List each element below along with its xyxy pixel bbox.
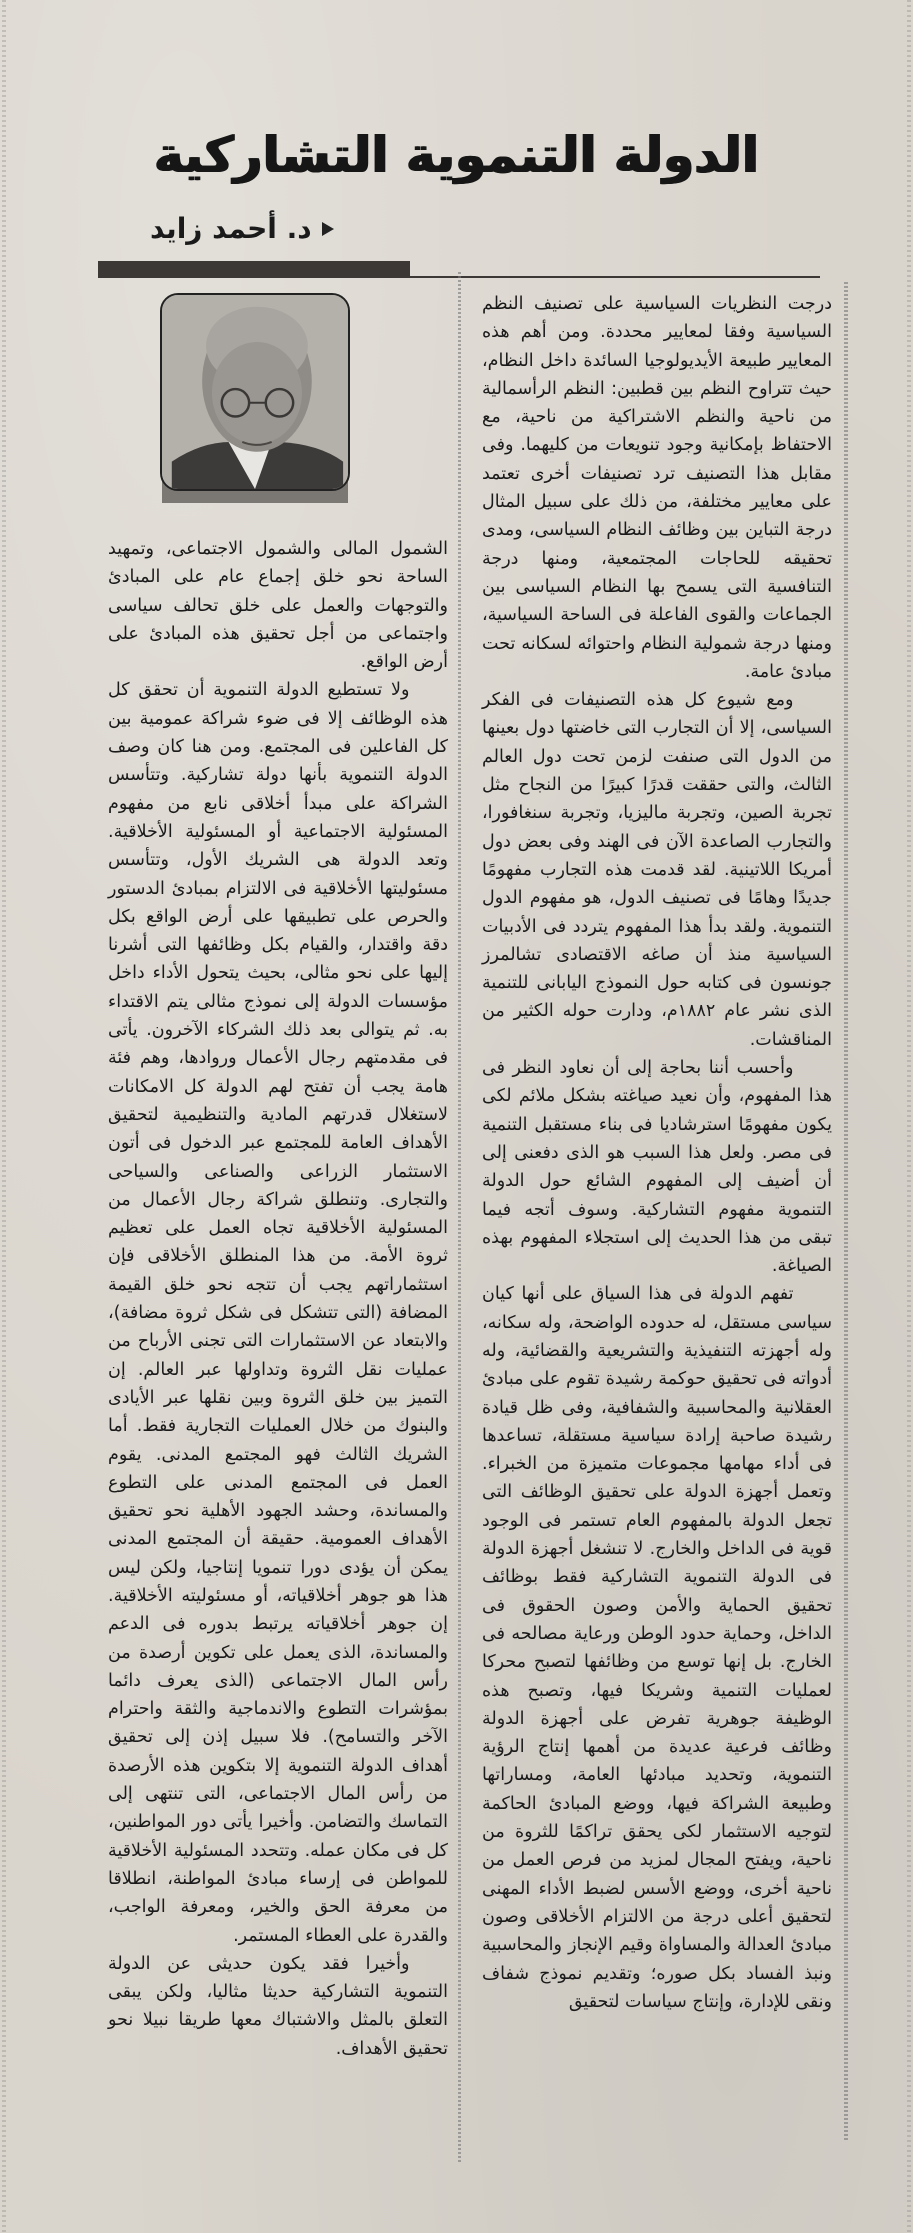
scan-edge-right	[907, 0, 911, 2233]
article-title: الدولة التنموية التشاركية	[153, 125, 760, 184]
triangle-pointer-icon	[322, 222, 334, 236]
paragraph: ومع شيوع كل هذه التصنيفات فى الفكر السياسى، إلا أن التجارب التى خاضتها دول بعينها من الدول التى صنفت لزمن تحت دول العالم الثالث، والتى حققت قدرًا كبيرًا من النجاح مثل تجربة الصين، وتجربة ماليزيا، وتجربة سنغافورا، والتجارب الصاعدة الآن فى الهند وفى بعض دول أمريكا اللاتينية. لقد قدمت هذه التجارب مفهومًا جديدًا وهامًا فى تصنيف الدول، هو مفهوم الدول التنموية. ولقد بدأ هذا المفهوم يتردد فى الأدبيات السياسية منذ أن صاغه الاقتصادى تشالمرز جونسون فى كتابه حول النموذج اليابانى للتنمية الذى نشر عام ١٨٨٢م، ودارت حوله الكثير من المناقشات.	[482, 690, 833, 1050]
author-name: د. أحمد زايد	[150, 212, 312, 245]
paragraph: وأحسب أننا بحاجة إلى أن نعاود النظر فى هذا المفهوم، وأن نعيد صياغته بشكل ملائم لكى يكون مفهومًا استرشاديا فى بناء مستقبل التنمية فى مصر. ولعل هذا السبب هو الذى دفعنى إلى أن أضيف إلى المفهوم الشائع حول الدولة التنموية مفهوم التشاركية. وسوف أتجه فيما تبقى من هذا الحديث إلى استجلاء المفهوم بهذه الصياغة.	[482, 1058, 832, 1277]
paragraph: ولا تستطيع الدولة التنموية أن تحقق كل هذه الوظائف إلا فى ضوء شراكة عمومية بين كل الفاعلين فى المجتمع. ومن هنا كان وصف الدولة التنموية بأنها دولة تشاركية. وتتأسس الشراكة على مبدأ أخلاقى نابع من مفهوم المسئولية الاجتماعية أو المسئولية الأخلاقية. وتعد الدولة هى الشريك الأول، وتتأسس مسئوليتها الأخلاقية فى الالتزام بمبادئ الدستور والحرص على تطبيقها على أرض الواقع بكل دقة واقتدار، والقيام بكل وظائفها التى أشرنا إليها على نحو مثالى، بحيث يتحول الأداء داخل مؤسسات الدولة إلى نموذج مثالى يتم الاقتداء به. ثم يتوالى بعد ذلك الشركاء الآخرون. يأتى فى مقدمتهم رجال الأعمال وروادها، وهم فئة هامة يجب أن تفتح لهم الدولة كل الامكانات لاستغلال قدرتهم المادية والتنظيمية لتحقيق الأهداف العامة للمجتمع عبر الدخول فى أتون الاستثمار الزراعى والصناعى والسياحى والتجارى. وتنطلق شراكة رجال الأعمال من المسئولية الأخلاقية تجاه العمل على تعظيم ثروة الأمة. من هذا المنطلق الأخلاقى فإن استثماراتهم يجب أن تتجه نحو خلق القيمة المضافة (التى تتشكل فى شكل ثروة مضافة)، والابتعاد عن الاستثمارات التى تجنى الأرباح من عمليات نقل الثروة وتداولها عبر العالم. إن التميز بين خلق الثروة وبين نقلها عبر الأيادى والبنوك من خلال العمليات التجارية فقط. أما الشريك الثالث فهو المجتمع المدنى. يقوم العمل فى المجتمع المدنى على التطوع والمساندة، وحشد الجهود الأهلية نحو تحقيق الأهداف العمومية. حقيقة أن المجتمع المدنى يمكن أن يؤدى دورا تنمويا إنتاجيا، ولكن ليس هذا هو جوهر أخلاقياته، أو مسئوليته الأخلاقية. إن جوهر أخلاقياته يرتبط بدوره فى الدعم والمساندة، الذى يعمل على تكوين أرصدة من رأس المال الاجتماعى (الذى يعرف دائما بمؤشرات التطوع والاندماجية والثقة واحترام الآخر والتسامح). فلا سبيل إذن إلى تحقيق أهداف الدولة التنموية إلا بتكوين هذه الأرصدة من رأس المال الاجتماعى، التى تنتهى إلى التماسك والتضامن. وأخيرا يأتى دور المواطنين، كل فى مكان عمله. وتتحدد المسئولية الأخلاقية للمواطن فى إرساء مبادئ المواطنة، انطلاقا من معرفة الحق والخير، ومعرفة الواجب، والقدرة على العطاء المستمر.	[108, 680, 448, 1946]
byline	[150, 212, 334, 245]
article-column-left	[108, 535, 448, 2063]
column-divider	[458, 272, 461, 2162]
paragraph: تفهم الدولة فى هذا السياق على أنها كيان سياسى مستقل، له حدوده الواضحة، وله سكانه، وله أجهزته التنفيذية والتشريعية والقضائية، وله أدواته فى تحقيق حوكمة رشيدة تقوم على مبادئ العقلانية والمحاسبية والشفافية، وفى ظل قيادة رشيدة صاحبة إرادة سياسية مستقلة، تساعدها فى أداء مهامها مجموعات متميزة من الخبراء. وتعمل أجهزة الدولة على تحقيق الوظائف التى تجعل الدولة بالمفهوم العام تستمر فى الوجود قوية فى الداخل والخارج. لا تنشغل أجهزة الدولة فى الدولة التنموية التشاركية فقط بوظائف تحقيق الحماية والأمن وصون الحقوق فى الداخل، وحماية حدود الوطن ورعاية مصالحه فى الخارج. بل إنها توسع من وظائفها لتصبح محركا لعمليات التنمية وشريكا فيها، وتصبح هذه الوظيفة جوهرية تفرض على أجهزة الدولة وظائف فرعية عديدة من أهمها إنتاج الرؤية التنموية، وتحديد مبادئها العامة، ومساراتها وطبيعة الشراكة فيها، ووضع المبادئ الحاكمة لتوجيه الاستثمار لكى يحقق تراكمًا للثروة من ناحية، ويفتح المجال لمزيد من فرص العمل من ناحية أخرى، ووضع الأسس لضبط الأداء المهنى لتحقيق أعلى درجة من الالتزام الأخلاقى وصون مبادئ العدالة والمساواة وقيم الإنجاز والمحاسبية ونبذ الفساد بكل صوره؛ وتقديم نموذج شفاف ونقى للإدارة، وإنتاج سياسات لتحقيق	[482, 1284, 832, 2012]
article-column-right	[482, 290, 832, 2016]
photo-frame	[160, 293, 350, 491]
scan-edge-left	[2, 0, 6, 2233]
paragraph: الشمول المالى والشمول الاجتماعى، وتمهيد الساحة نحو خلق إجماع عام على المبادئ والتوجهات والعمل على خلق تحالف سياسى واجتماعى من أجل تحقيق هذه المبادئ على أرض الواقع.	[108, 539, 448, 673]
paragraph: وأخيرا فقد يكون حديثى عن الدولة التنموية التشاركية حديثا مثاليا، ولكن يبقى التعلق بالمثل والاشتباك معها طريقا نبيلا نحو تحقيق الأهداف.	[108, 1953, 448, 2059]
header-rule-thick	[98, 261, 410, 277]
page-edge-divider	[844, 282, 848, 2142]
paragraph: درجت النظريات السياسية على تصنيف النظم السياسية وفقا لمعايير محددة. ومن أهم هذه المعايير طبيعة الأيديولوجيا السائدة داخل النظام، حيث تتراوح النظم بين قطبين: النظم الرأسمالية من ناحية والنظم الاشتراكية من ناحية، مع الاحتفاظ بإمكانية وجود تنويعات من كليهما. وفى مقابل هذا التصنيف ترد تصنيفات أخرى تعتمد على معايير مختلفة، من ذلك على سبيل المثال درجة التباين بين وظائف النظام السياسى، ومدى تحقيقه للحاجات المجتمعية، ومنها درجة التنافسية التى يسمح بها النظام السياسى بين الجماعات والقوى الفاعلة فى الساحة السياسية، ومنها درجة شمولية النظام واحتوائه لسكانه تحت مبادئ عامة.	[482, 294, 832, 682]
author-portrait-icon	[162, 295, 348, 489]
author-photo	[160, 293, 350, 503]
